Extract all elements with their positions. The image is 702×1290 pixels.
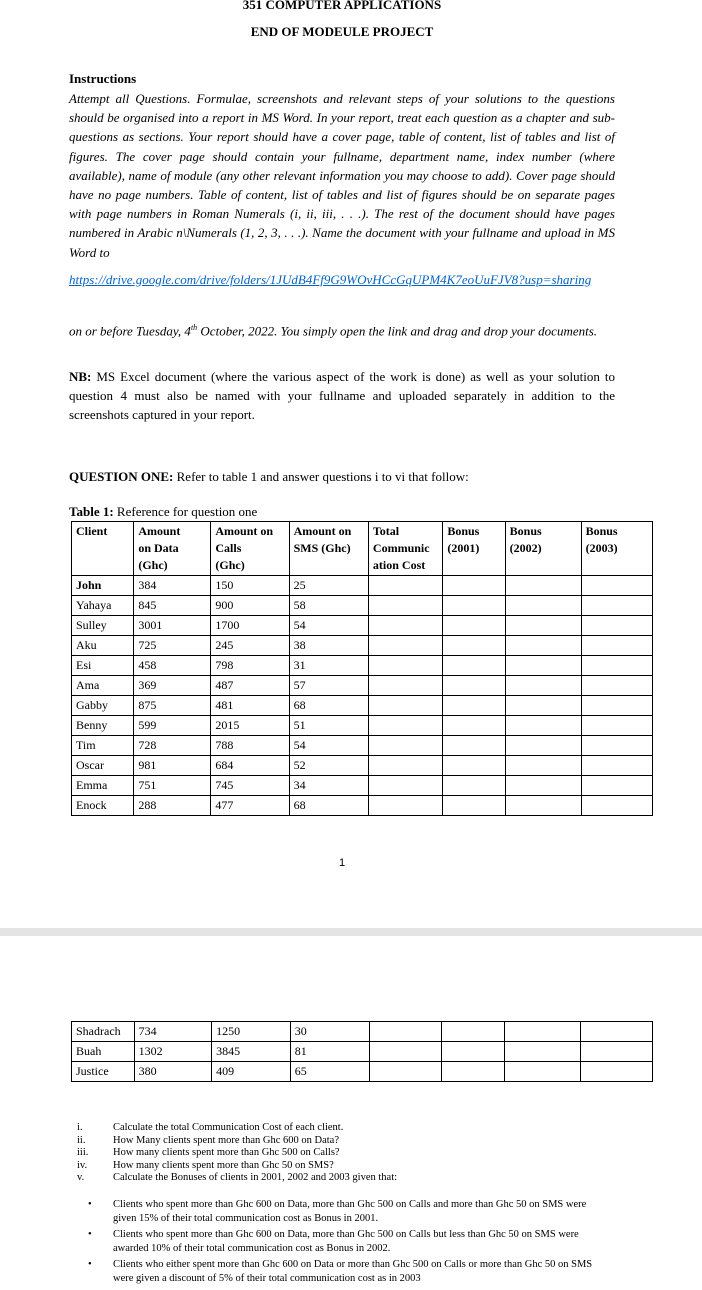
- deadline-prefix: on or before Tuesday, 4: [69, 323, 191, 339]
- table-cell: 981: [134, 756, 211, 776]
- question-text: How Many clients spent more than Ghc 600 on Data?: [113, 1134, 339, 1146]
- table-cell: 38: [289, 636, 368, 656]
- table-cell: 25: [289, 576, 368, 596]
- table-cell: [368, 756, 442, 776]
- table-cell: [368, 716, 442, 736]
- questions-list: [77, 1122, 617, 1185]
- table-cell: 900: [211, 596, 289, 616]
- table-cell: 734: [134, 1022, 211, 1042]
- table-cell: [505, 696, 581, 716]
- table-caption-text: Reference for question one: [113, 504, 258, 519]
- instructions-body: Attempt all Questions. Formulae, screenshots and relevant steps of your solutions to the questions should be organised into a report in MS Word. In your report, treat each question as a chapter and sub-questions as sections. Your report should have a cover page, table of content, list of tables and list of figures. The cover page should contain your fullname, department name, index number (where available), name of module (any other relevant information you may choose to add). Cover page should have no page numbers. Table of content, list of tables and list of figures should be on separate pages with page numbers in Roman Numerals (i, ii, iii, . . .). The rest of the document should have pages numbered in Arabic n\Numerals (1, 2, 3, . . .). Name the document with your fullname and upload in MS Word to: [69, 91, 615, 260]
- bonus-rule-item: [88, 1228, 610, 1256]
- table-cell: [581, 616, 652, 636]
- table-header-line: Bonus: [509, 524, 542, 538]
- table-cell: 288: [134, 796, 211, 816]
- table-header-line: Bonus: [447, 524, 480, 538]
- table-cell: [368, 736, 442, 756]
- table-cell: 68: [289, 696, 368, 716]
- drive-link[interactable]: https://drive.google.com/drive/folders/1JUdB4Ff9G9WOvHCcGqUPM4K7eoUuFJV8?usp=sharing: [69, 272, 592, 287]
- table-cell: [505, 636, 581, 656]
- table-cell: [581, 756, 652, 776]
- table-row: [72, 776, 653, 796]
- table-cell: [505, 796, 581, 816]
- question-item: [77, 1160, 617, 1173]
- question-one-label: QUESTION ONE:: [69, 469, 174, 484]
- table-cell: 81: [290, 1042, 370, 1062]
- table-cell: [443, 756, 505, 776]
- reference-table-continued: [71, 1021, 653, 1082]
- client-name-cell: Aku: [72, 636, 134, 656]
- table-header-row: [72, 522, 653, 576]
- table-cell: 65: [290, 1062, 370, 1082]
- table-header-line: Amount on: [293, 524, 352, 538]
- table-cell: 54: [289, 736, 368, 756]
- table-cell: 384: [134, 576, 211, 596]
- reference-table: [71, 521, 653, 816]
- question-number: v.: [77, 1172, 85, 1183]
- table-row: [72, 696, 653, 716]
- table-cell: [581, 716, 652, 736]
- bonus-rule-text: Clients who spent more than Ghc 600 on Data, more than Ghc 500 on Calls but less than Ghc 50 on SMS were awarded 10% of their total communication cost as Bonus in 2002.: [113, 1228, 579, 1255]
- table-cell: [368, 676, 442, 696]
- bonus-rule-item: [88, 1258, 610, 1286]
- table-cell: 1700: [211, 616, 289, 636]
- table-cell: [581, 736, 652, 756]
- table-cell: [443, 576, 505, 596]
- table-row: [72, 1062, 653, 1082]
- client-name-cell: Yahaya: [72, 596, 134, 616]
- question-number: ii.: [77, 1134, 86, 1146]
- table-cell: [581, 696, 652, 716]
- table-cell: 684: [211, 756, 289, 776]
- table-cell: 798: [211, 656, 289, 676]
- table-cell: [581, 636, 652, 656]
- table-row: [72, 676, 653, 696]
- question-number: iv.: [77, 1159, 88, 1171]
- table-header-line: Communic: [372, 541, 430, 555]
- table-header-cell: [581, 522, 652, 576]
- table-cell: 34: [289, 776, 368, 796]
- table-cell: 788: [211, 736, 289, 756]
- bonus-rule-text: Clients who either spent more than Ghc 600 on Data or more than Ghc 500 on Calls or more than Ghc 50 on SMS were given a discount of 5% of their total communication cost as in 2003: [113, 1258, 593, 1285]
- question-number: iii.: [77, 1147, 89, 1158]
- table-cell: 745: [211, 776, 289, 796]
- table-cell: 57: [289, 676, 368, 696]
- client-name-cell: Oscar: [72, 756, 134, 776]
- table-header-cell: [72, 522, 134, 576]
- table-header-line: Bonus: [585, 524, 618, 538]
- table-cell: [505, 656, 581, 676]
- table-cell: [442, 1022, 505, 1042]
- table-cell: 751: [134, 776, 211, 796]
- page-gap: [0, 928, 702, 936]
- table-cell: 875: [134, 696, 211, 716]
- table-cell: 3845: [212, 1042, 291, 1062]
- question-text: How many clients spent more than Ghc 500 on Calls?: [113, 1147, 340, 1158]
- table-header-line: Amount on: [215, 524, 274, 538]
- table-header-line: ation Cost: [372, 558, 426, 572]
- question-number: i.: [77, 1122, 83, 1133]
- table-header-line: Calls: [215, 541, 242, 555]
- question-item: [77, 1122, 617, 1135]
- table-cell: [370, 1022, 442, 1042]
- table-cell: [368, 636, 442, 656]
- table-cell: [368, 696, 442, 716]
- question-one-text: Refer to table 1 and answer questions i to vi that follow:: [173, 469, 469, 484]
- instructions-heading: Instructions: [69, 71, 137, 86]
- table-cell: 380: [134, 1062, 211, 1082]
- table-cell: [443, 676, 505, 696]
- table-header-line: (2003): [585, 541, 618, 555]
- project-title: END OF MODEULE PROJECT: [250, 24, 434, 39]
- table-cell: [443, 716, 505, 736]
- table-cell: 725: [134, 636, 211, 656]
- table-cell: 728: [134, 736, 211, 756]
- table-cell: [581, 1062, 653, 1082]
- table-cell: 481: [211, 696, 289, 716]
- table-row: [72, 1042, 653, 1062]
- table-row: [72, 736, 653, 756]
- bullet-icon: •: [88, 1228, 92, 1240]
- table-cell: [581, 656, 652, 676]
- course-title: 351 COMPUTER APPLICATIONS: [242, 0, 442, 12]
- question-one: [69, 469, 469, 485]
- bonus-rule-item: [88, 1198, 610, 1226]
- table-cell: [504, 1022, 580, 1042]
- table-header-line: (Ghc): [215, 558, 245, 572]
- table-header-line: Amount: [138, 524, 181, 538]
- table-cell: [443, 696, 505, 716]
- table-header-line: Client: [76, 524, 108, 538]
- table-cell: [581, 1022, 653, 1042]
- table-header-cell: [134, 522, 211, 576]
- table-row: [72, 576, 653, 596]
- table-cell: [505, 616, 581, 636]
- table-cell: [443, 796, 505, 816]
- table-cell: 52: [289, 756, 368, 776]
- table-cell: [504, 1042, 580, 1062]
- table-cell: 458: [134, 656, 211, 676]
- page-number: 1: [339, 857, 346, 869]
- table-header-line: (2001): [447, 541, 480, 555]
- table-cell: [368, 596, 442, 616]
- table-cell: 1302: [134, 1042, 211, 1062]
- table-cell: 58: [289, 596, 368, 616]
- table-header-cell: [289, 522, 368, 576]
- table-cell: 477: [211, 796, 289, 816]
- table-header-line: (2002): [509, 541, 542, 555]
- table-cell: 2015: [211, 716, 289, 736]
- table-cell: [368, 576, 442, 596]
- table-header-cell: [443, 522, 505, 576]
- table-cell: [443, 596, 505, 616]
- client-name-cell: Buah: [72, 1042, 135, 1062]
- table-cell: 68: [289, 796, 368, 816]
- table-cell: 150: [211, 576, 289, 596]
- table-caption: [69, 504, 257, 520]
- client-name-cell: Tim: [72, 736, 134, 756]
- question-text: Calculate the Bonuses of clients in 2001, 2002 and 2003 given that:: [113, 1172, 398, 1183]
- table-cell: [581, 1042, 653, 1062]
- table-cell: [505, 756, 581, 776]
- deadline-suffix: October, 2022. You simply open the link and drag and drop your documents.: [197, 323, 598, 339]
- question-item: [77, 1172, 617, 1185]
- nb-label: NB:: [69, 369, 92, 384]
- question-text: How many clients spent more than Ghc 50 on SMS?: [113, 1159, 334, 1171]
- table-cell: 1250: [212, 1022, 291, 1042]
- table-cell: [443, 636, 505, 656]
- table-header-cell: [505, 522, 581, 576]
- table-cell: [443, 616, 505, 636]
- table-header-cell: [211, 522, 289, 576]
- table-row: [72, 1022, 653, 1042]
- bonus-rule-text: Clients who spent more than Ghc 600 on Data, more than Ghc 500 on Calls and more than Ghc 50 on SMS were given 15% of their total communication cost as Bonus in 2001.: [113, 1199, 587, 1225]
- bonus-rules-list: [88, 1198, 610, 1288]
- table-cell: [443, 776, 505, 796]
- table-cell: [370, 1062, 442, 1082]
- client-name-cell: Enock: [72, 796, 134, 816]
- table-cell: 245: [211, 636, 289, 656]
- table-cell: [581, 676, 652, 696]
- question-item: [77, 1135, 617, 1148]
- table-header-line: on Data: [138, 541, 179, 555]
- table-row: [72, 756, 653, 776]
- bullet-icon: •: [88, 1199, 92, 1210]
- table-cell: [368, 796, 442, 816]
- client-name-cell: Esi: [72, 656, 134, 676]
- table-cell: [368, 776, 442, 796]
- table-caption-label: Table 1:: [69, 504, 114, 519]
- table-row: [72, 716, 653, 736]
- table-cell: [581, 596, 652, 616]
- table-cell: [505, 776, 581, 796]
- table-header-line: SMS (Ghc): [293, 541, 351, 555]
- client-name-cell: John: [72, 576, 134, 596]
- client-name-cell: Shadrach: [72, 1022, 135, 1042]
- table-cell: 3001: [134, 616, 211, 636]
- table-cell: [442, 1062, 505, 1082]
- table-cell: 31: [289, 656, 368, 676]
- table-cell: [505, 576, 581, 596]
- table-cell: [443, 656, 505, 676]
- table-cell: [505, 676, 581, 696]
- table-cell: [505, 736, 581, 756]
- table-header-cell: [368, 522, 442, 576]
- nb-text: MS Excel document (where the various aspect of the work is done) as well as your solution to question 4 must also be named with your fullname and uploaded separately in addition to the screenshots captured in your report.: [69, 369, 615, 423]
- client-name-cell: Benny: [72, 716, 134, 736]
- table-cell: [505, 716, 581, 736]
- table-cell: 51: [289, 716, 368, 736]
- table-row: [72, 636, 653, 656]
- table-cell: [581, 776, 652, 796]
- table-cell: [442, 1042, 505, 1062]
- table-cell: 369: [134, 676, 211, 696]
- client-name-cell: Emma: [72, 776, 134, 796]
- table-cell: [370, 1042, 442, 1062]
- table-cell: 409: [212, 1062, 291, 1082]
- deadline-text: [69, 318, 615, 341]
- client-name-cell: Justice: [72, 1062, 135, 1082]
- table-cell: [368, 616, 442, 636]
- table-row: [72, 616, 653, 636]
- question-item: [77, 1147, 617, 1160]
- table-cell: 845: [134, 596, 211, 616]
- deadline-sup: th: [190, 323, 198, 332]
- table-cell: 30: [290, 1022, 370, 1042]
- table-cell: [368, 656, 442, 676]
- table-row: [72, 656, 653, 676]
- table-cell: 54: [289, 616, 368, 636]
- table-row: [72, 596, 653, 616]
- table-cell: [504, 1062, 580, 1082]
- table-cell: [581, 576, 652, 596]
- table-cell: [581, 796, 652, 816]
- nb-note: [69, 367, 615, 425]
- table-row: [72, 796, 653, 816]
- question-text: Calculate the total Communication Cost of each client.: [113, 1122, 344, 1133]
- table-cell: [505, 596, 581, 616]
- table-cell: 599: [134, 716, 211, 736]
- table-cell: [443, 736, 505, 756]
- table-header-line: Total: [372, 524, 400, 538]
- client-name-cell: Gabby: [72, 696, 134, 716]
- bullet-icon: •: [88, 1258, 92, 1270]
- table-header-line: (Ghc): [138, 558, 168, 572]
- table-cell: 487: [211, 676, 289, 696]
- client-name-cell: Sulley: [72, 616, 134, 636]
- client-name-cell: Ama: [72, 676, 134, 696]
